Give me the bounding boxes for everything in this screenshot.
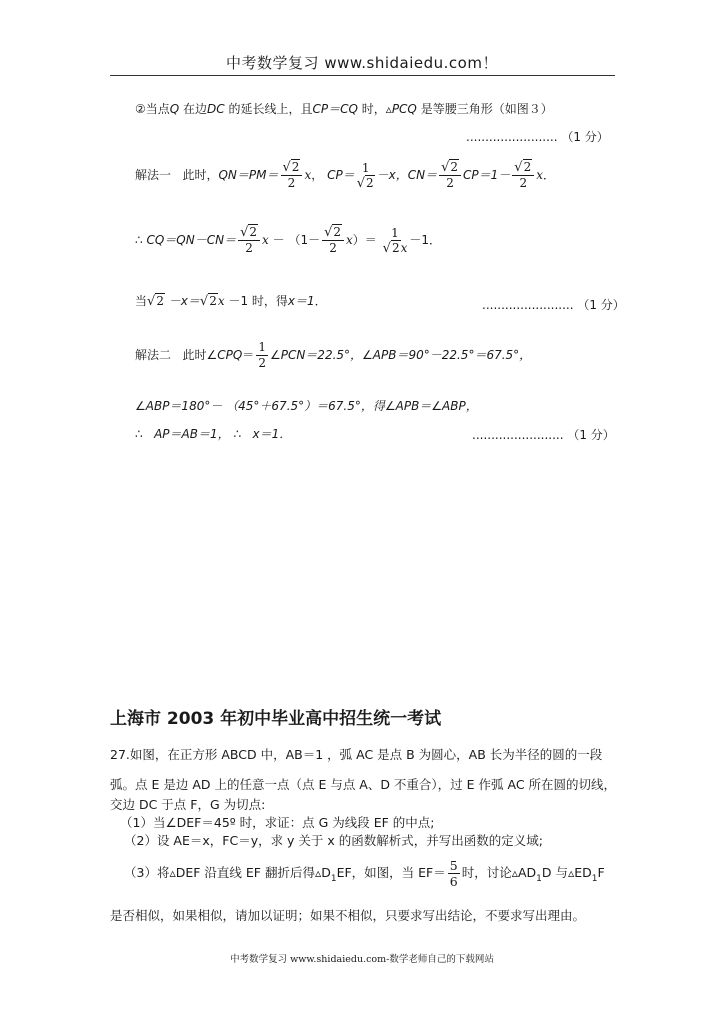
q27-last-line: 是否相似，如果相似，请加以证明；如果不相似，只要求写出结论，不要求写出理由。 [110,908,586,923]
subscript-1: 1 [536,874,542,884]
denominator: 2 [329,241,337,255]
case2-statement [135,100,553,117]
triangle-symbol: ▵ [385,102,392,116]
therefore-symbol: ∴ [233,427,242,441]
angle-pcn-apb: ∠PCN＝22.5°，∠APB＝90°－22.5°＝67.5°， [269,348,532,362]
part3-c: 时，讨论▵AD [461,865,537,880]
fraction-1-over-sqrt2x: 1 √2x [382,225,408,256]
fraction-sqrt2-over-2: $\frac{√2}{2}$ [281,160,303,191]
fraction-1-over-2 [256,340,268,371]
solution1-label: 解法一 [135,168,172,182]
subscript-1: 1 [591,874,598,884]
equals: ＝ [242,348,255,362]
denominator: 2 [245,241,253,255]
fraction-sqrt2-over-2: $\frac{√2}{2}$ [238,225,260,256]
cq-tail: －1． [409,233,441,247]
case2-condition: CP＝CQ [312,102,358,116]
denominator: 6 [449,874,458,889]
therefore-symbol: ∴ [135,233,143,247]
var-x: x [400,240,408,255]
part3-e: F [597,865,605,880]
dang: 当 [135,294,148,308]
triangle-pcq: PCQ [391,102,417,116]
qn-pm-eq: QN＝PM＝ [218,168,279,182]
q27-line2: 弧。点 E 是边 AD 上的任意一点（点 E 与点 A、D 不重合），过 E 作弧 AC 所在圆的切线， [110,777,617,792]
radicand: 2 [209,294,217,308]
angle-abp-line: ∠ABP＝180°－ （45°＋67.5°）＝67.5°，得∠APB＝∠ABP， [135,399,478,413]
sqrt-2: √2 [199,294,217,309]
cq-mid: － （1－ [272,233,321,247]
minus-x: －x， [376,168,408,182]
radicand: 2 [391,240,400,255]
q27-part3 [124,858,605,889]
solve-tail: －1 时，得 [228,294,288,308]
radicand: 2 [450,160,459,174]
page-header: 中考数学复习 www.shidaiedu.com！ [226,54,498,72]
score-mark-3: ........................ （1 分） [472,428,615,442]
fraction-sqrt2-over-2: $\frac{√2}{2}$ [512,160,534,191]
case2-text-a: ②当点 [135,102,170,116]
numerator: 1 [391,225,399,240]
score-mark-1: ........................ （1 分） [466,130,609,144]
conclusion-line [135,425,291,442]
separator: ， [311,168,324,182]
header-rule [110,75,615,76]
subscript-1: 1 [330,874,337,884]
radicand: 2 [523,160,532,174]
numerator: 1 [258,340,266,354]
ap-ab-eq: AP＝AB＝1， [154,427,230,441]
solve-eq: －x＝ [168,294,200,308]
numerator: 5 [449,858,458,873]
case2-text-b: 在边 [179,102,208,116]
case2-text-d: 时， [357,102,386,116]
q27-part1: （1）当∠DEF＝45º 时，求证：点 G 为线段 EF 的中点; [120,815,435,830]
part3-d: D 与▵ED [541,865,592,880]
fraction-5-over-6 [448,858,460,889]
x-eq-1: x＝1． [252,427,292,441]
sqrt-2: √2 [147,294,164,309]
angle-cpq: CPQ [217,348,243,362]
denominator: 2 [446,176,454,190]
period: ． [314,294,327,308]
period: ． [543,168,556,182]
var-x: x [262,233,269,247]
q27-line1: 27.如图，在正方形 ABCD 中，AB＝1 ，弧 AC 是点 B 为圆心，AB 长为半径的圆的一段 [110,747,603,762]
therefore-symbol: ∴ [135,427,143,441]
part3-b: EF，如图，当 EF＝ [336,865,446,880]
solution1-lead: 此时， [182,168,219,182]
radicand: 2 [365,175,374,190]
solve-x-line [135,292,327,309]
point-q: Q [169,102,180,116]
radicand: 2 [333,225,342,239]
solution2-label: 解法二 [135,348,172,362]
var-x: x [217,294,225,308]
radicand: 2 [249,225,258,239]
var-x: x [304,168,312,182]
q27-line3: 交边 DC 于点 F，G 为切点: [110,797,266,812]
cp-eq: CP＝ [327,168,355,182]
case2-text-c: 的延长线上，且 [224,102,313,116]
case2-text-e: 是等腰三角形（如图３） [416,102,553,116]
cq-close: ）＝ [352,233,377,247]
denominator: 2 [258,356,266,370]
var-x: x [536,168,544,182]
radicand: 2 [291,160,300,174]
var-x: x [346,233,353,247]
side-dc: DC [207,102,225,116]
score-mark-2: ........................ （1 分） [482,298,625,312]
exam-title: 上海市 2003 年初中毕业高中招生统一考试 [110,709,442,729]
fraction-sqrt2-over-2: $\frac{√2}{2}$ [439,160,461,191]
fraction-sqrt2-over-2: $\frac{√2}{2}$ [322,225,344,256]
solve-answer: x＝1 [287,294,315,308]
q27-part2: （2）设 AE＝x，FC＝y，求 y 关于 x 的函数解析式，并写出函数的定义域; [124,833,543,848]
part3-a: （3）将▵DEF 沿直线 EF 翻折后得▵D [124,865,331,880]
numerator: 1 [361,160,370,175]
cq-equation-line [135,225,441,256]
denominator: 2 [287,176,296,190]
cn-eq: CN＝ [407,168,438,182]
page-footer: 中考数学复习 www.shidaiedu.com-数学老师自己的下载网站 [230,954,494,965]
fraction-1-over-sqrt2: 1 √2 [356,160,374,191]
cp-eq-1-minus: CP＝1－ [463,168,511,182]
denominator: 2 [519,176,528,190]
radicand: 2 [156,294,164,308]
solution1-line [135,160,555,191]
cq-lhs: CQ＝QN－CN＝ [146,233,237,247]
solution2-lead: 此时∠ [182,348,218,362]
solution2-line [135,340,531,371]
